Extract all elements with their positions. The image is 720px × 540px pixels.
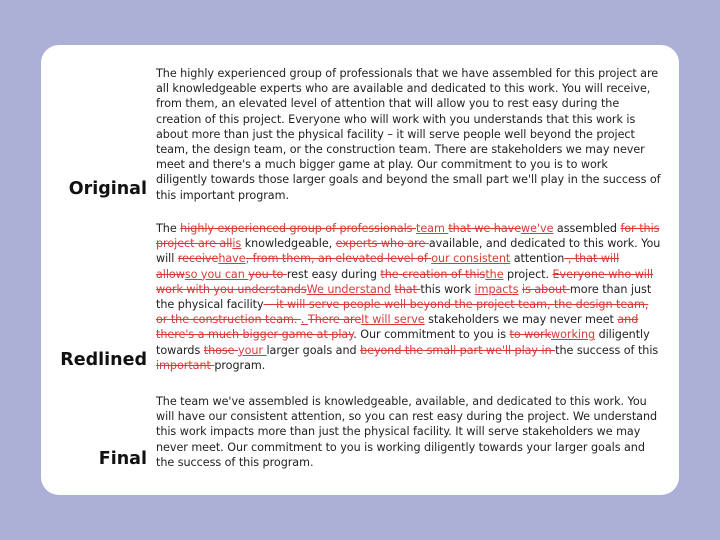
deleted-text: beyond the small part we'll play in — [360, 343, 556, 357]
deleted-text: those — [203, 343, 239, 357]
deleted-text: experts who are — [335, 237, 429, 251]
deleted-text: important — [156, 358, 215, 372]
original-label: Original — [68, 179, 147, 199]
deleted-text: – it will serve people well beyond the project team, the design team, or the construction team. — [156, 298, 649, 327]
unchanged-text: program. — [214, 358, 266, 372]
deleted-text: highly experienced group of professionals — [180, 222, 416, 235]
unchanged-text: knowledgeable, — [241, 237, 336, 251]
unchanged-text: available, and dedicated to this work. You will — [156, 237, 661, 266]
unchanged-text: the success of this — [555, 343, 659, 357]
inserted-text: our consistent — [431, 252, 511, 266]
deleted-text: , that will allow — [156, 252, 620, 281]
final-label: Final — [98, 449, 147, 469]
inserted-text: It will serve — [361, 313, 425, 327]
deleted-text: to work — [509, 328, 552, 342]
unchanged-text: this work — [420, 282, 475, 296]
unchanged-text: project. — [503, 267, 553, 281]
inserted-text: we've — [521, 222, 554, 235]
original-text — [156, 66, 661, 203]
deleted-text: the creation of this — [380, 267, 486, 281]
inserted-text: impacts — [474, 282, 519, 296]
redlined-text — [156, 221, 661, 373]
deleted-text: , from them, an elevated level of — [245, 252, 432, 266]
inserted-text: have — [218, 252, 246, 266]
unchanged-text: stakeholders we may never meet — [424, 313, 618, 327]
unchanged-text: The — [156, 222, 181, 235]
inserted-text: working — [551, 328, 596, 342]
inserted-text: We understand — [306, 282, 391, 296]
unchanged-text: assembled — [553, 222, 621, 235]
unchanged-text: larger goals and — [266, 343, 361, 357]
deleted-text: you to — [248, 267, 287, 281]
inserted-text: your — [238, 343, 267, 357]
deleted-text: that we have — [448, 222, 522, 235]
inserted-text: so you can — [184, 267, 249, 281]
deleted-text: Everyone who will work with you understands — [156, 267, 653, 296]
deleted-text: for this project are all — [156, 222, 660, 251]
inserted-text: is — [232, 237, 242, 251]
deleted-text: There are — [307, 313, 362, 327]
inserted-text: team — [415, 222, 449, 235]
redlined-paragraph — [156, 221, 661, 373]
unchanged-text: rest easy during — [286, 267, 381, 281]
deleted-text: that — [394, 282, 421, 296]
unchanged-text: diligently towards — [156, 328, 650, 357]
document-card — [41, 45, 679, 495]
inserted-text: the — [485, 267, 504, 281]
unchanged-text: more than just the physical facility — [156, 282, 652, 312]
final-paragraph: The team we've assembled is knowledgeable, available, and dedicated to this work. You will have our consistent attention, so you can rest easy during the project. We understand this work impacts more than just the physical facility. It will serve stakeholders we may never meet. Our commitment to you is working diligently towards your larger goals and the success of this program. — [156, 395, 658, 469]
deleted-text: and there's a much bigger game at play — [156, 313, 639, 342]
unchanged-text: . Our commitment to you is — [353, 328, 510, 342]
original-paragraph: The highly experienced group of professionals that we have assembled for this project are all knowledgeable experts who are available and dedicated to this work. You will receive, from them, an elevated level of attention that will allow you to rest easy during the creation of this project. Everyone who will work with you understands that this work is about more than just the physical facility – it will serve people well beyond the project team, the design team, or the construction team. There are stakeholders we may never meet and there's a much bigger game at play. Our commitment to you is to work diligently towards those larger goals and beyond the small part we'll play in the success of this important program. — [156, 67, 661, 202]
final-text — [156, 394, 661, 470]
deleted-text: is about — [522, 282, 570, 296]
redlined-label: Redlined — [60, 350, 147, 370]
deleted-text: receive — [177, 252, 219, 266]
inserted-text: . — [300, 313, 308, 327]
unchanged-text: attention — [510, 252, 565, 266]
